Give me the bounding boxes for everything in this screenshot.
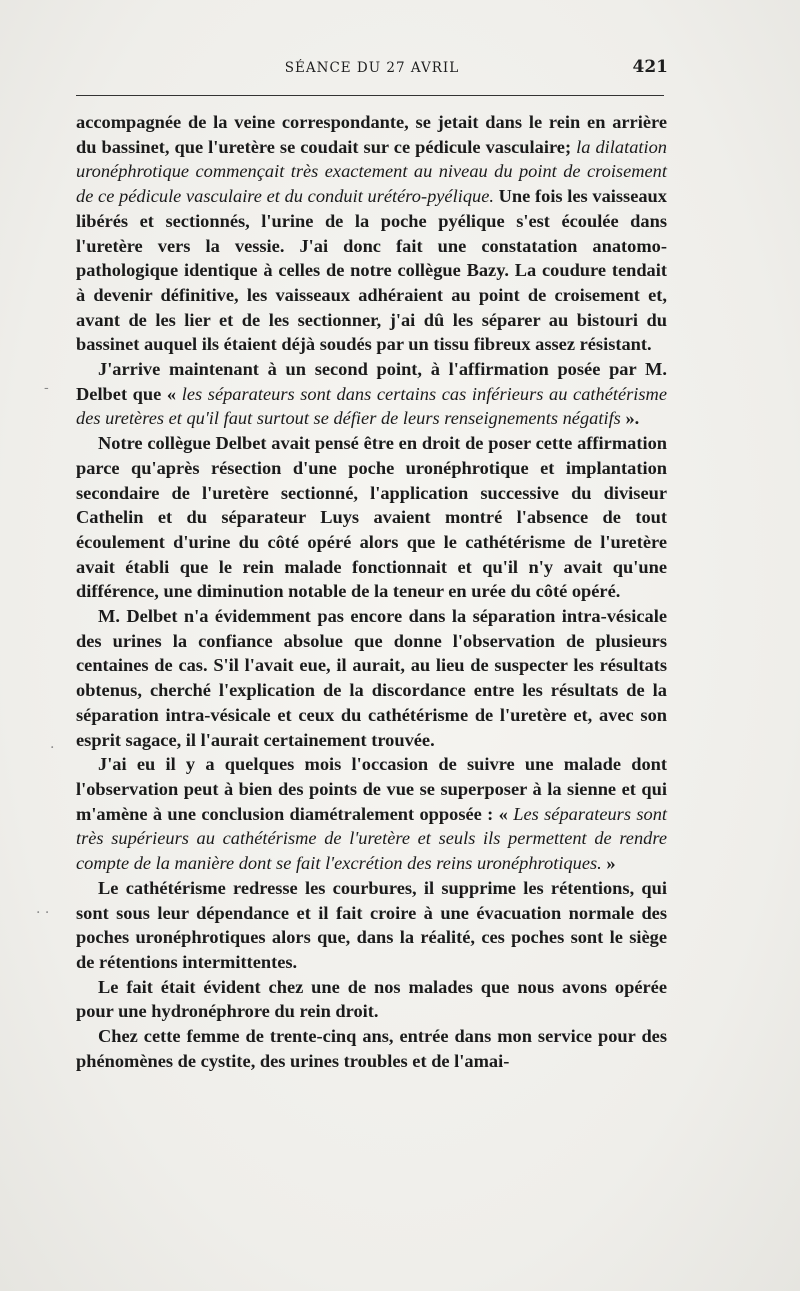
header-rule: [76, 95, 664, 96]
margin-dash-mark: -: [44, 380, 49, 396]
paragraph: [76, 1024, 667, 1073]
text-segment: Le cathétérisme redresse les courbures, il supprime les rétentions, qui sont sous leur dépendance et il fait croire à une évacuation normale des poches uronéphrotiques alors que, dans la réalité, ces poches sont le siège de rétentions intermittentes.: [76, 877, 667, 972]
paragraph: [76, 975, 667, 1024]
text-segment: J'arrive maintenant à un second point, à l'affirmation posée par M. Delbet que «: [76, 359, 667, 404]
italic-text-segment: Les séparateurs sont très supérieurs au cathétérisme de l'uretère et seuls ils permettent de rendre compte de la manière dont se fait l'excrétion des reins uronéphrotiques.: [76, 803, 668, 874]
running-title: SÉANCE DU 27 AVRIL: [284, 60, 460, 76]
margin-dot-mark: ·: [50, 740, 55, 756]
paragraph: [76, 110, 667, 357]
text-segment: »: [601, 853, 616, 874]
text-segment: Notre collègue Delbet avait pensé être en droit de poser cette affirmation parce qu'après résection d'une poche uronéphrotique et implantation secondaire de l'uretère sectionné, l'application successive du diviseur Cathelin et du séparateur Luys avaient montré l'absence de tout écoulement d'urine du côté opéré alors que le cathétérisme de l'uretère avait établi que le rein malade fonctionnait et qu'il n'y avait qu'une différence, une diminution notable de la teneur en urée du côté opéré.: [76, 433, 667, 602]
text-segment: J'ai eu il y a quelques mois l'occasion de suivre une malade dont l'observation peut à bien des points de vue se superposer à la sienne et qui m'amène à une conclusion diamétralement opposée : «: [76, 754, 667, 824]
margin-dots-mark: · ·: [36, 905, 50, 921]
page-header: [76, 54, 668, 84]
text-segment: accompagnée de la veine correspondante, se jetait dans le rein en arrière du bassinet, que l'uretère se coudait sur ce pédicule vasculaire;: [76, 112, 667, 157]
text-segment: Chez cette femme de trente-cinq ans, entrée dans mon service pour des phénomènes de cystite, des urines troubles et de l'amai-: [76, 1026, 667, 1071]
text-segment: ».: [620, 408, 640, 429]
text-segment: Une fois les vaisseaux libérés et sectionnés, l'urine de la poche pyélique s'est écoulée dans l'uretère vers la vessie. J'ai donc fait une constatation anatomo-pathologique identique à celles de notre collègue Bazy. La coudure tendait à devenir définitive, les vaisseaux adhéraient au point de croisement et, avant de les lier et de les sectionner, j'ai dû les séparer au bistouri du bassinet auquel ils étaient déjà soudés par un tissu fibreux assez résistant.: [76, 186, 667, 355]
page-number: 421: [632, 57, 668, 77]
paragraph: [76, 752, 667, 876]
paragraph: [76, 431, 667, 604]
body-text: [76, 110, 667, 1073]
italic-text-segment: les séparateurs sont dans certains cas inférieurs au cathétérisme des uretères et qu'il faut surtout se défier de leurs renseignements négatifs: [76, 383, 667, 429]
italic-text-segment: la dilatation uronéphrotique commençait très exactement au niveau du point de croisement de ce pédicule vasculaire et du conduit urétéro-pyélique.: [76, 136, 667, 207]
text-segment: M. Delbet n'a évidemment pas encore dans la séparation intra-vésicale des urines la confiance absolue que donne l'observation de plusieurs centaines de cas. S'il l'avait eue, il aurait, au lieu de suspecter les résultats obtenus, cherché l'explication de la discordance entre les résultats de la séparation intra-vésicale et ceux du cathétérisme de l'uretère et, avec son esprit sagace, il l'aurait certainement trouvée.: [76, 606, 667, 750]
paragraph: [76, 604, 667, 752]
paragraph: [76, 876, 667, 975]
text-segment: Le fait était évident chez une de nos malades que nous avons opérée pour une hydronéphrore du rein droit.: [76, 976, 667, 1022]
paragraph: [76, 357, 667, 431]
